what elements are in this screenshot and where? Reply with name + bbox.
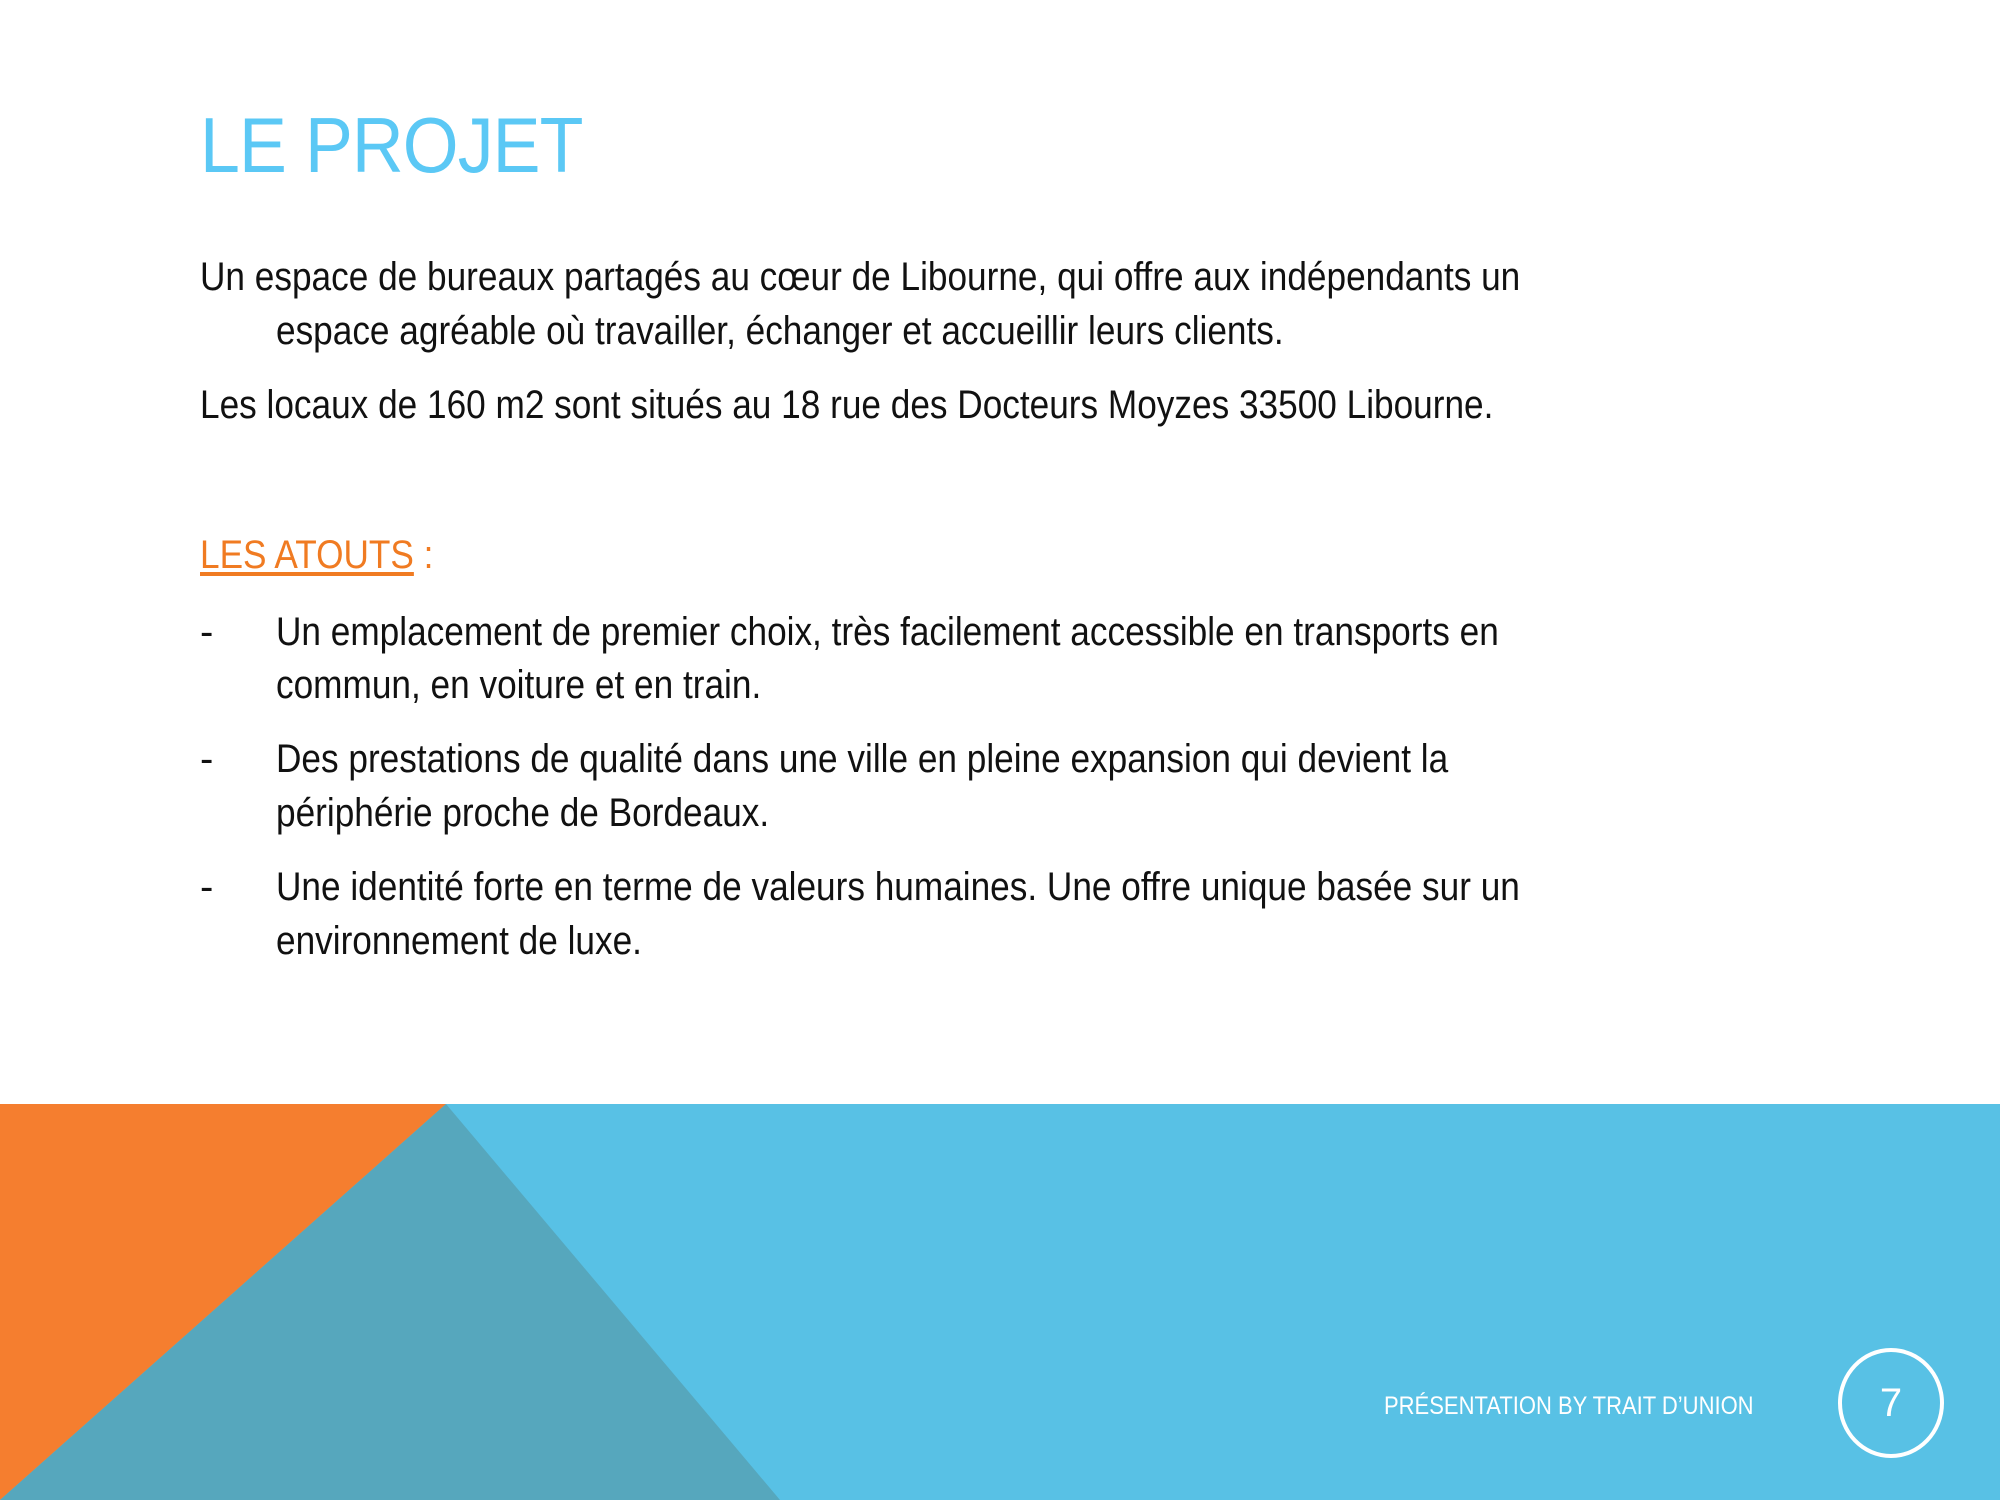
bullet-2-line-1: Des prestations de qualité dans une ville en pleine expansion qui devient la <box>276 737 1449 781</box>
atouts-heading-colon: : <box>413 533 434 577</box>
atouts-heading <box>200 533 433 578</box>
bullet-3-line-1: Une identité forte en terme de valeurs humaines. Une offre unique basée sur un <box>276 865 1520 909</box>
slide-title: LE PROJET <box>200 101 583 189</box>
page-number: 7 <box>1879 1380 1903 1425</box>
bullet-dash: - <box>200 737 214 781</box>
footer-presentation-label: PRÉSENTATION BY TRAIT D’UNION <box>1384 1392 1754 1420</box>
bullet-3-line-2: environnement de luxe. <box>276 919 642 963</box>
bullet-dash: - <box>200 610 214 654</box>
bullet-2-line-2: périphérie proche de Bordeaux. <box>276 791 770 835</box>
bullet-dash: - <box>200 865 214 909</box>
location-line: Les locaux de 160 m2 sont situés au 18 rue des Docteurs Moyzes 33500 Libourne. <box>200 383 1494 427</box>
page-number-badge <box>1838 1348 1944 1458</box>
intro-line-2: espace agréable où travailler, échanger et accueillir leurs clients. <box>276 309 1284 353</box>
bullet-1-line-1: Un emplacement de premier choix, très facilement accessible en transports en <box>276 610 1499 654</box>
bullet-1-line-2: commun, en voiture et en train. <box>276 663 762 707</box>
intro-line-1: Un espace de bureaux partagés au cœur de Libourne, qui offre aux indépendants un <box>200 255 1521 299</box>
atouts-heading-label: LES ATOUTS <box>200 533 414 577</box>
decorative-footer-band <box>0 1104 2000 1500</box>
